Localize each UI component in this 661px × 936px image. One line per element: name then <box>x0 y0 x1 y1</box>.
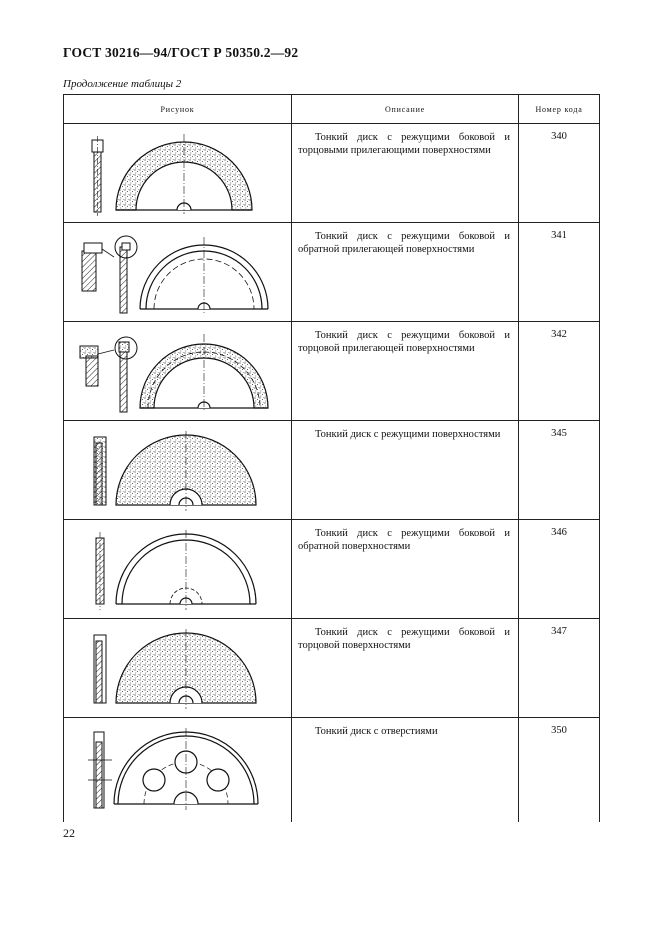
disc-drawing-342 <box>64 322 291 420</box>
figure-cell <box>64 619 292 718</box>
disc-drawing-341 <box>64 223 291 321</box>
code-cell: 341 <box>519 223 600 322</box>
disc-drawing-347 <box>64 619 291 717</box>
code-cell: 350 <box>519 718 600 823</box>
figure-cell <box>64 718 292 823</box>
disc-drawing-350 <box>64 718 291 815</box>
table-row <box>64 718 600 823</box>
description-text: Тонкий диск с режущими боковой и обратной прилегающей поверхностями <box>298 231 510 255</box>
description-cell <box>292 619 519 718</box>
code-cell: 345 <box>519 421 600 520</box>
code-cell: 340 <box>519 124 600 223</box>
description-text: Тонкий диск с режущими боковой и торцовыми прилегающими поверхностями <box>298 132 510 156</box>
disc-drawing-346 <box>64 520 291 618</box>
description-text: Тонкий диск с режущими боковой и торцовой поверхностями <box>298 627 510 651</box>
description-text: Тонкий диск с режущими поверхностями <box>315 429 501 440</box>
column-header-code: Номер кода <box>519 95 600 124</box>
codes-table <box>63 94 600 822</box>
description-cell <box>292 718 519 823</box>
disc-drawing-340 <box>64 124 291 222</box>
document-header: ГОСТ 30216—94/ГОСТ Р 50350.2—92 <box>63 45 299 60</box>
description-cell <box>292 124 519 223</box>
description-cell <box>292 322 519 421</box>
table-row <box>64 520 600 619</box>
table-row <box>64 223 600 322</box>
disc-drawing-345 <box>64 421 291 519</box>
code-cell: 346 <box>519 520 600 619</box>
figure-cell <box>64 421 292 520</box>
figure-cell <box>64 322 292 421</box>
code-cell: 342 <box>519 322 600 421</box>
description-text: Тонкий диск с режущими боковой и обратной поверхностями <box>298 528 510 552</box>
page-number: 22 <box>63 826 75 840</box>
description-text: Тонкий диск с отверстиями <box>315 726 438 737</box>
figure-cell <box>64 520 292 619</box>
description-cell <box>292 520 519 619</box>
description-text: Тонкий диск с режущими боковой и торцовой прилегающей поверхностями <box>298 330 510 354</box>
table-header-row <box>64 95 600 124</box>
column-header-description: Описание <box>292 95 519 124</box>
table-row <box>64 124 600 223</box>
table-row <box>64 322 600 421</box>
table-continuation-caption: Продолжение таблицы 2 <box>63 78 182 90</box>
table-row <box>64 421 600 520</box>
description-cell <box>292 421 519 520</box>
figure-cell <box>64 223 292 322</box>
column-header-figure: Рисунок <box>64 95 292 124</box>
code-cell: 347 <box>519 619 600 718</box>
description-cell <box>292 223 519 322</box>
table-row <box>64 619 600 718</box>
figure-cell <box>64 124 292 223</box>
